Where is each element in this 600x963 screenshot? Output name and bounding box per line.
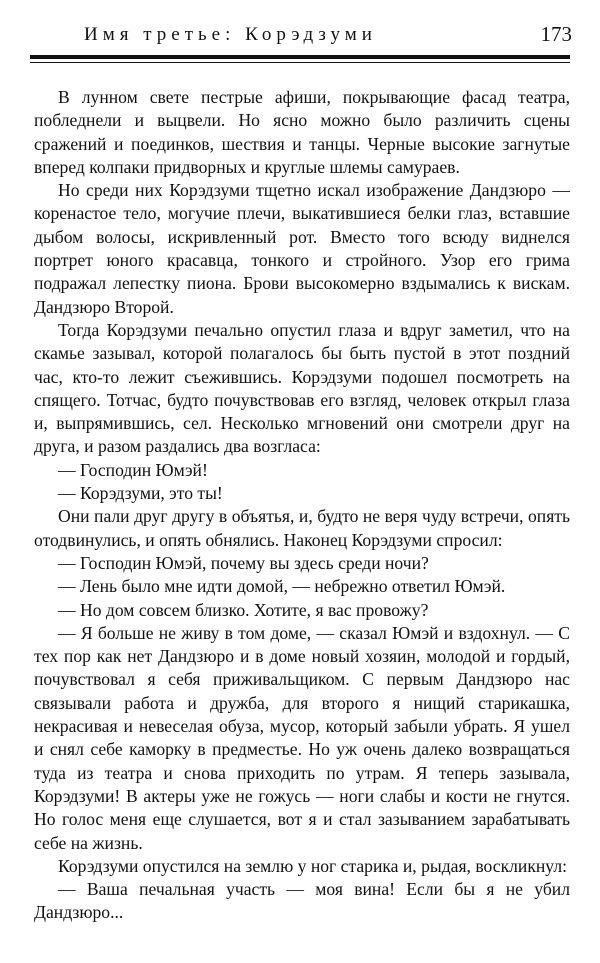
page-header [84, 18, 572, 52]
header-rule-thick [30, 55, 570, 59]
body-text [34, 86, 570, 925]
paragraph: Они пали друг другу в объятья, и, будто не веря чуду встречи, опять отодвинулись, и опять обнялись. Наконец Корэдзуми спросил: [34, 506, 570, 550]
dialogue-line: — Но дом совсем близко. Хотите, я вас провожу? [58, 599, 429, 620]
dialogue-line: — Ваша печальная участь — моя вина! Если бы я не убил Дандзюро... [34, 879, 570, 923]
running-title: Имя третье: Корэдзуми [84, 24, 377, 45]
page-number: 173 [540, 22, 572, 46]
paragraph: В лунном свете пестрые афиши, покрывающие фасад театра, побледнели и выцвели. Но ясно можно было различить сцены сражений и поединков, шествия и танцы. Черные высокие загнутые вперед колпаки придворных и круглые шлемы самураев. [34, 87, 570, 177]
dialogue-line: — Я больше не живу в том доме, — сказал Юмэй и вздохнул. — С тех пор как нет Дандзюро и в доме новый хозяин, молодой и гордый, почувствовал я себя приживальщиком. С первым Дандзюро нас связывали работа и дружба, для второго я нищий старикашка, некрасивая и невеселая обуза, мусор, который забыли убрать. Я ушел и снял себе каморку в предместье. Но уж очень далеко возвращаться туда из театра и снова приходить по утрам. Я теперь зазывала, Корэдзуми! В актеры уже не гожусь — ноги слабы и кости не гнутся. Но голос меня еще слушается, вот я и стал зазыванием зарабатывать себе на жизнь. [34, 622, 570, 853]
paragraph: Но среди них Корэдзуми тщетно искал изображение Дандзюро — коренастое тело, могучие плечи, выкатившиеся белки глаз, вставшие дыбом волосы, искривленный рот. Вместо того всюду виднелся портрет юного красавца, тонкого и стройного. Узор его грима подражал лепестку пиона. Брови высокомерно вздымались к вискам. Дандзюро Второй. [34, 180, 570, 317]
paragraph: Тогда Корэдзуми печально опустил глаза и вдруг заметил, что на скамье зазывал, которой полагалось бы быть пустой в этот поздний час, кто-то лежит съежившись. Корэдзуми подошел посмотреть на спящего. Тотчас, будто почувствовав его взгляд, человек открыл глаза и, выпрямившись, сел. Несколько мгновений они смотрели друг на друга, и разом раздались два возгласа: [34, 319, 570, 457]
header-rule-thin [30, 62, 570, 63]
dialogue-line: — Корэдзуми, это ты! [58, 483, 223, 504]
dialogue-line: — Господин Юмэй, почему вы здесь среди ночи? [58, 552, 429, 573]
paragraph: Корэдзуми опустился на землю у ног старика и, рыдая, воскликнул: [58, 855, 567, 876]
dialogue-line: — Господин Юмэй! [58, 459, 208, 480]
dialogue-line: — Лень было мне идти домой, — небрежно ответил Юмэй. [58, 576, 506, 597]
